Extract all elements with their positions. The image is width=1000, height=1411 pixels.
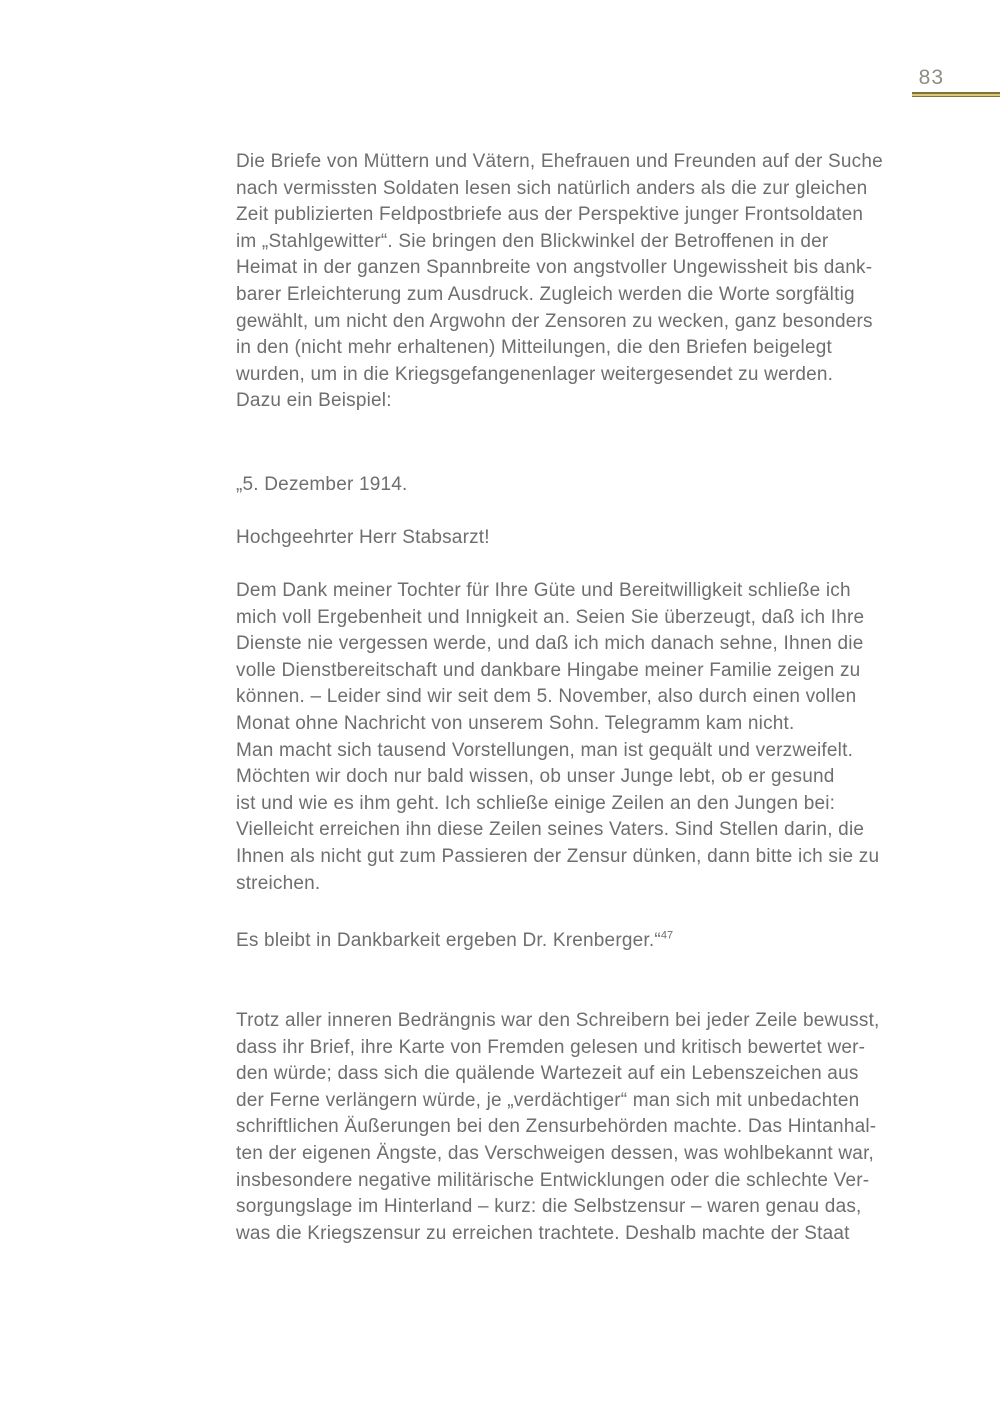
text-line: sorgungslage im Hinterland – kurz: die Selbstzensur – waren genau das, (236, 1196, 862, 1218)
text-line: schriftlichen Äußerungen bei den Zensurbehörden machte. Das Hintanhal- (236, 1116, 877, 1138)
text-line: Trotz aller inneren Bedrängnis war den Schreibern bei jeder Zeile bewusst, (236, 1010, 880, 1031)
text-line: können. – Leider sind wir seit dem 5. November, also durch einen vollen (236, 686, 857, 708)
text-line: dass ihr Brief, ihre Karte von Fremden gelesen und kritisch bewertet wer- (236, 1036, 866, 1058)
text-line: was die Kriegszensur zu erreichen trachtete. Deshalb machte der Staat (236, 1222, 850, 1244)
text-line: Die Briefe von Müttern und Vätern, Ehefrauen und Freunden auf der Suche (236, 151, 883, 172)
letter-date: „5. Dezember 1914. (236, 474, 408, 495)
footnote-ref: 47 (660, 929, 674, 942)
text-line: Dazu ein Beispiel: (236, 390, 392, 412)
text-line: in den (nicht mehr erhaltenen) Mitteilungen, die den Briefen beigelegt (236, 337, 832, 359)
text-line: Ihnen als nicht gut zum Passieren der Zensur dünken, dann bitte ich sie zu (236, 845, 880, 867)
text-line: barer Erleichterung zum Ausdruck. Zugleich werden die Worte sorgfältig (236, 283, 855, 305)
page-number: 83 (918, 66, 944, 89)
closing-text: Es bleibt in Dankbarkeit ergeben Dr. Krenberger.“ (236, 930, 661, 951)
text-line: wurden, um in die Kriegsgefangenenlager weitergesendet zu werden. (236, 363, 834, 385)
text-line: der Ferne verlängern würde, je „verdächtiger“ man sich mit unbedachten (236, 1089, 860, 1111)
text-line: Möchten wir doch nur bald wissen, ob unser Junge lebt, ob er gesund (236, 766, 835, 788)
text-line: gewählt, um nicht den Argwohn der Zensoren zu wecken, ganz besonders (236, 310, 873, 332)
text-line: im „Stahlgewitter“. Sie bringen den Blickwinkel der Betroffenen in der (236, 230, 829, 252)
letter-salutation: Hochgeehrter Herr Stabsarzt! (236, 527, 490, 548)
text-line: ten der eigenen Ängste, das Verschweigen dessen, was wohlbekannt war, (236, 1142, 875, 1164)
text-line: insbesondere negative militärische Entwicklungen oder die schlechte Ver- (236, 1169, 870, 1191)
text-line: mich voll Ergebenheit und Innigkeit an. Seien Sie überzeugt, daß ich Ihre (236, 606, 865, 628)
text-line: streichen. (236, 872, 321, 894)
paragraph-outro (236, 1008, 926, 1247)
text-line: Vielleicht erreichen ihn diese Zeilen seines Vaters. Sind Stellen darin, die (236, 819, 865, 841)
text-line: Monat ohne Nachricht von unserem Sohn. Telegramm kam nicht. (236, 712, 795, 734)
text-line: volle Dienstbereitschaft und dankbare Hingabe meiner Familie zeigen zu (236, 659, 861, 681)
paragraph-intro (236, 149, 926, 415)
text-line: Heimat in der ganzen Spannbreite von angstvoller Ungewissheit bis dank- (236, 257, 873, 279)
text-line: Dem Dank meiner Tochter für Ihre Güte und Bereitwilligkeit schließe ich (236, 580, 851, 601)
letter-closing (236, 928, 926, 955)
text-line: Dienste nie vergessen werde, und daß ich mich danach sehne, Ihnen die (236, 633, 864, 655)
text-line: ist und wie es ihm geht. Ich schließe einige Zeilen an den Jungen bei: (236, 792, 836, 814)
text-line: den würde; dass sich die quälende Wartezeit auf ein Lebenszeichen aus (236, 1063, 859, 1085)
text-line: nach vermissten Soldaten lesen sich natürlich anders als die zur gleichen (236, 177, 868, 199)
header-rule (912, 92, 1000, 97)
text-line: Man macht sich tausend Vorstellungen, man ist gequält und verzweifelt. (236, 739, 854, 761)
paragraph-letter-body (236, 578, 926, 897)
text-line: Zeit publizierten Feldpostbriefe aus der Perspektive junger Frontsoldaten (236, 204, 864, 226)
